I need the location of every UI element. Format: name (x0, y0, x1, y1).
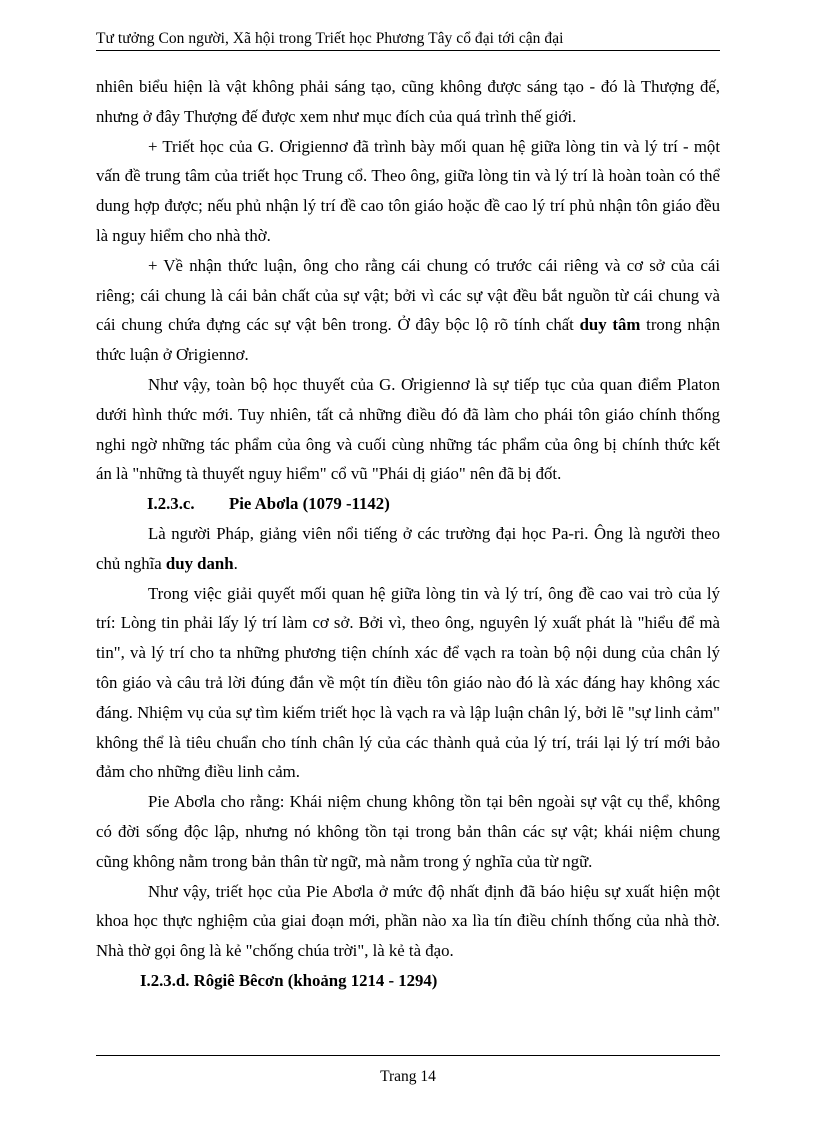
paragraph: + Triết học của G. Ơrigiennơ đã trình bày mối quan hệ giữa lòng tin và lý trí - một vấn đề trung tâm của triết học Trung cổ. Theo ông, giữa lòng tin và lý trí là hoàn toàn có thể dung hợp được; nếu phủ nhận lý trí đề cao tôn giáo hoặc đề cao lý trí phủ nhận tôn giáo đều là nguy hiểm cho nhà thờ. (96, 136, 720, 245)
section-heading: I.2.3.d. Rôgiê Bêcơn (khoảng 1214 - 1294) (140, 970, 438, 990)
paragraph: Trong việc giải quyết mối quan hệ giữa lòng tin và lý trí, ông đề cao vai trò của lý trí: Lòng tin phải lấy lý trí làm cơ sở. Bởi vì, theo ông, nguyên lý xuất phát là "hiểu để mà tin", và lý trí cho ta những phương tiện chính xác để vạch ra toàn bộ nội dung của chân lý tôn giáo và câu trả lời đúng đắn về một tín điều tôn giáo nào đó là xác đáng hay không xác đáng. Nhiệm vụ của sự tìm kiếm triết học là vạch ra và lập luận chân lý, bởi lẽ "sự linh cảm" không thể là tiêu chuẩn cho tính chân lý của các thành quả của lý trí, trái lại lý trí mới bảo đảm cho những điều linh cảm. (96, 583, 720, 782)
paragraph: Như vậy, triết học của Pie Abơla ở mức độ nhất định đã báo hiệu sự xuất hiện một khoa học thực nghiệm của giai đoạn mới, phần nào xa lìa tín điều chính thống của nhà thờ. Nhà thờ gọi ông là kẻ "chống chúa trời", là kẻ tà đạo. (96, 881, 720, 961)
paragraph-text: . (233, 553, 238, 573)
section-heading (96, 489, 720, 519)
page-footer (96, 1055, 720, 1086)
section-title: Pie Abơla (1079 -1142) (229, 494, 390, 514)
paragraph (96, 519, 720, 579)
bold-term: duy tâm (579, 315, 641, 335)
paragraph: nhiên biểu hiện là vật không phải sáng tạo, cũng không được sáng tạo - đó là Thượng đế, nhưng ở đây Thượng đế được xem như mục đích của quá trình thế giới. (96, 77, 720, 126)
page-number: Trang 14 (380, 1068, 436, 1085)
bold-term: duy danh (165, 553, 234, 573)
header-title: Tư tưởng Con người, Xã hội trong Triết học Phương Tây cổ đại tới cận đại (96, 30, 564, 47)
section-code: I.2.3.c. (147, 494, 195, 514)
paragraph-text: trong nhận thức luận ở Ơrigiennơ. (96, 315, 720, 365)
paragraph-text: Là người Pháp, giảng viên nổi tiếng ở các trường đại học Pa-ri. Ông là người theo chủ nghĩa (96, 523, 720, 573)
paragraph (96, 251, 720, 370)
page-header (96, 28, 720, 51)
paragraph: Như vậy, toàn bộ học thuyết của G. Ơrigiennơ là sự tiếp tục của quan điểm Platon dưới hình thức mới. Tuy nhiên, tất cả những điều đó đã làm cho phái tôn giáo chính thống nghi ngờ những tác phẩm của ông và cuối cùng những tác phẩm của ông bị chính thức kết án là "những tà thuyết nguy hiểm" cổ vũ "Phái dị giáo" nên đã bị đốt. (96, 374, 720, 484)
paragraph: Pie Abơla cho rằng: Khái niệm chung không tồn tại bên ngoài sự vật cụ thể, không có đời sống độc lập, nhưng nó không tồn tại trong bản thân các sự vật; khái niệm chung cũng không nằm trong bản thân từ ngữ, mà nằm trong ý nghĩa của từ ngữ. (96, 792, 720, 871)
paragraph-text: + Về nhận thức luận, ông cho rằng cái chung có trước cái riêng và cơ sở của cái riêng; cái chung là cái bản chất của sự vật; bởi vì các sự vật đều bắt nguồn từ cái chung và cái chung chứa đựng các sự vật bên trong. Ở đây bộc lộ rõ tính chất (96, 255, 720, 335)
page-body (96, 72, 720, 996)
